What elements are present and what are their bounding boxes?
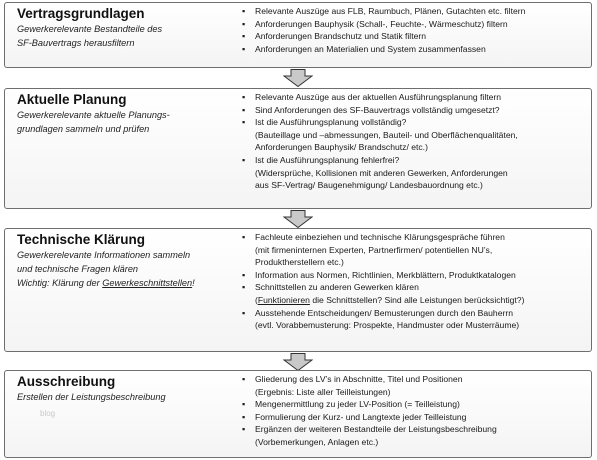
section-items: [241, 231, 589, 332]
list-item: ▪ Anforderungen an Materialien und System zusammenfassen: [241, 43, 589, 56]
watermark: blog: [40, 409, 56, 418]
list-item: ▪ Ausstehende Entscheidungen/ Bemusterungen durch den Bauherrn (evtl. Vorabbemusterung: Prospekte, Handmuster oder Musterräume): [241, 307, 589, 332]
list-item: ▪ Sind Anforderungen des SF-Bauvertrags vollständig umgesetzt?: [241, 104, 589, 117]
list-item: ▪ Schnittstellen zu anderen Gewerken klären (Funktionieren die Schnittstellen? Sind alle Leistungen berücksichtigt?): [241, 281, 589, 306]
list-item: ▪ Mengenermittlung zu jeder LV-Position (= Teilleistung): [241, 398, 589, 411]
section-title: Vertragsgrundlagen: [17, 6, 145, 21]
section-description: Erstellen der Leistungsbeschreibung: [17, 392, 166, 402]
section-ausschreibung: [4, 370, 592, 458]
down-arrow-icon: [283, 210, 313, 228]
section-header: [17, 91, 232, 136]
list-item: ▪ Ist die Ausführungsplanung fehlerfrei? (Widersprüche, Kollisionen mit anderen Gewerken, Anforderungen aus SF-Vertrag/ Baugenehmigung/ Landesbauordnung etc.): [241, 154, 589, 192]
section-header: [17, 5, 232, 50]
section-header: [17, 231, 232, 290]
section-items: [241, 5, 589, 55]
section-items: [241, 373, 589, 449]
section-title: Technische Klärung: [17, 232, 146, 247]
section-description: Gewerkerelevante aktuelle Planungs- grundlagen sammeln und prüfen: [17, 110, 170, 134]
section-header: [17, 373, 232, 404]
section-vertragsgrundlagen: [4, 2, 592, 68]
down-arrow-icon: [283, 69, 313, 87]
list-item: ▪ Relevante Auszüge aus der aktuellen Ausführungsplanung filtern: [241, 91, 589, 104]
list-item: ▪ Relevante Auszüge aus FLB, Raumbuch, Plänen, Gutachten etc. filtern: [241, 5, 589, 18]
section-title: Ausschreibung: [17, 374, 116, 389]
list-item: ▪ Ergänzen der weiteren Bestandteile der Leistungsbeschreibung (Vorbemerkungen, Anlagen etc.): [241, 423, 589, 448]
list-item: ▪ Anforderungen Bauphysik (Schall-, Feuchte-, Wärmeschutz) filtern: [241, 18, 589, 31]
section-aktuelle-planung: [4, 88, 592, 209]
list-item: ▪ Ist die Ausführungsplanung vollständig? (Bauteillage und –abmessungen, Bauteil- und Oberflächenqualitäten, Anforderungen Bauphysik/ Brandschutz/ etc.): [241, 116, 589, 154]
down-arrow-icon: [283, 353, 313, 371]
section-note: Wichtig: Klärung der Gewerkeschnittstellen!: [17, 278, 195, 288]
list-item: ▪ Information aus Normen, Richtlinien, Merkblättern, Produktkatalogen: [241, 269, 589, 282]
section-title: Aktuelle Planung: [17, 92, 127, 107]
list-item: ▪ Fachleute einbeziehen und technische Klärungsgespräche führen (mit firmeninternen Experten, Partnerfirmen/ potentiellen NU’s, Produktherstellern etc.): [241, 231, 589, 269]
section-description: Gewerkerelevante Bestandteile des SF-Bauvertrags herausfiltern: [17, 24, 163, 48]
list-item: ▪ Gliederung des LV’s in Abschnitte, Titel und Positionen (Ergebnis: Liste aller Teilleistungen): [241, 373, 589, 398]
section-description: Gewerkerelevante Informationen sammeln und technische Fragen klären Wichtig: Klärung der Gewerkeschnittstellen!: [17, 248, 232, 290]
section-technische-klaerung: [4, 228, 592, 352]
list-item: ▪ Formulierung der Kurz- und Langtexte jeder Teilleistung: [241, 411, 589, 424]
section-items: [241, 91, 589, 192]
list-item: ▪ Anforderungen Brandschutz und Statik filtern: [241, 30, 589, 43]
